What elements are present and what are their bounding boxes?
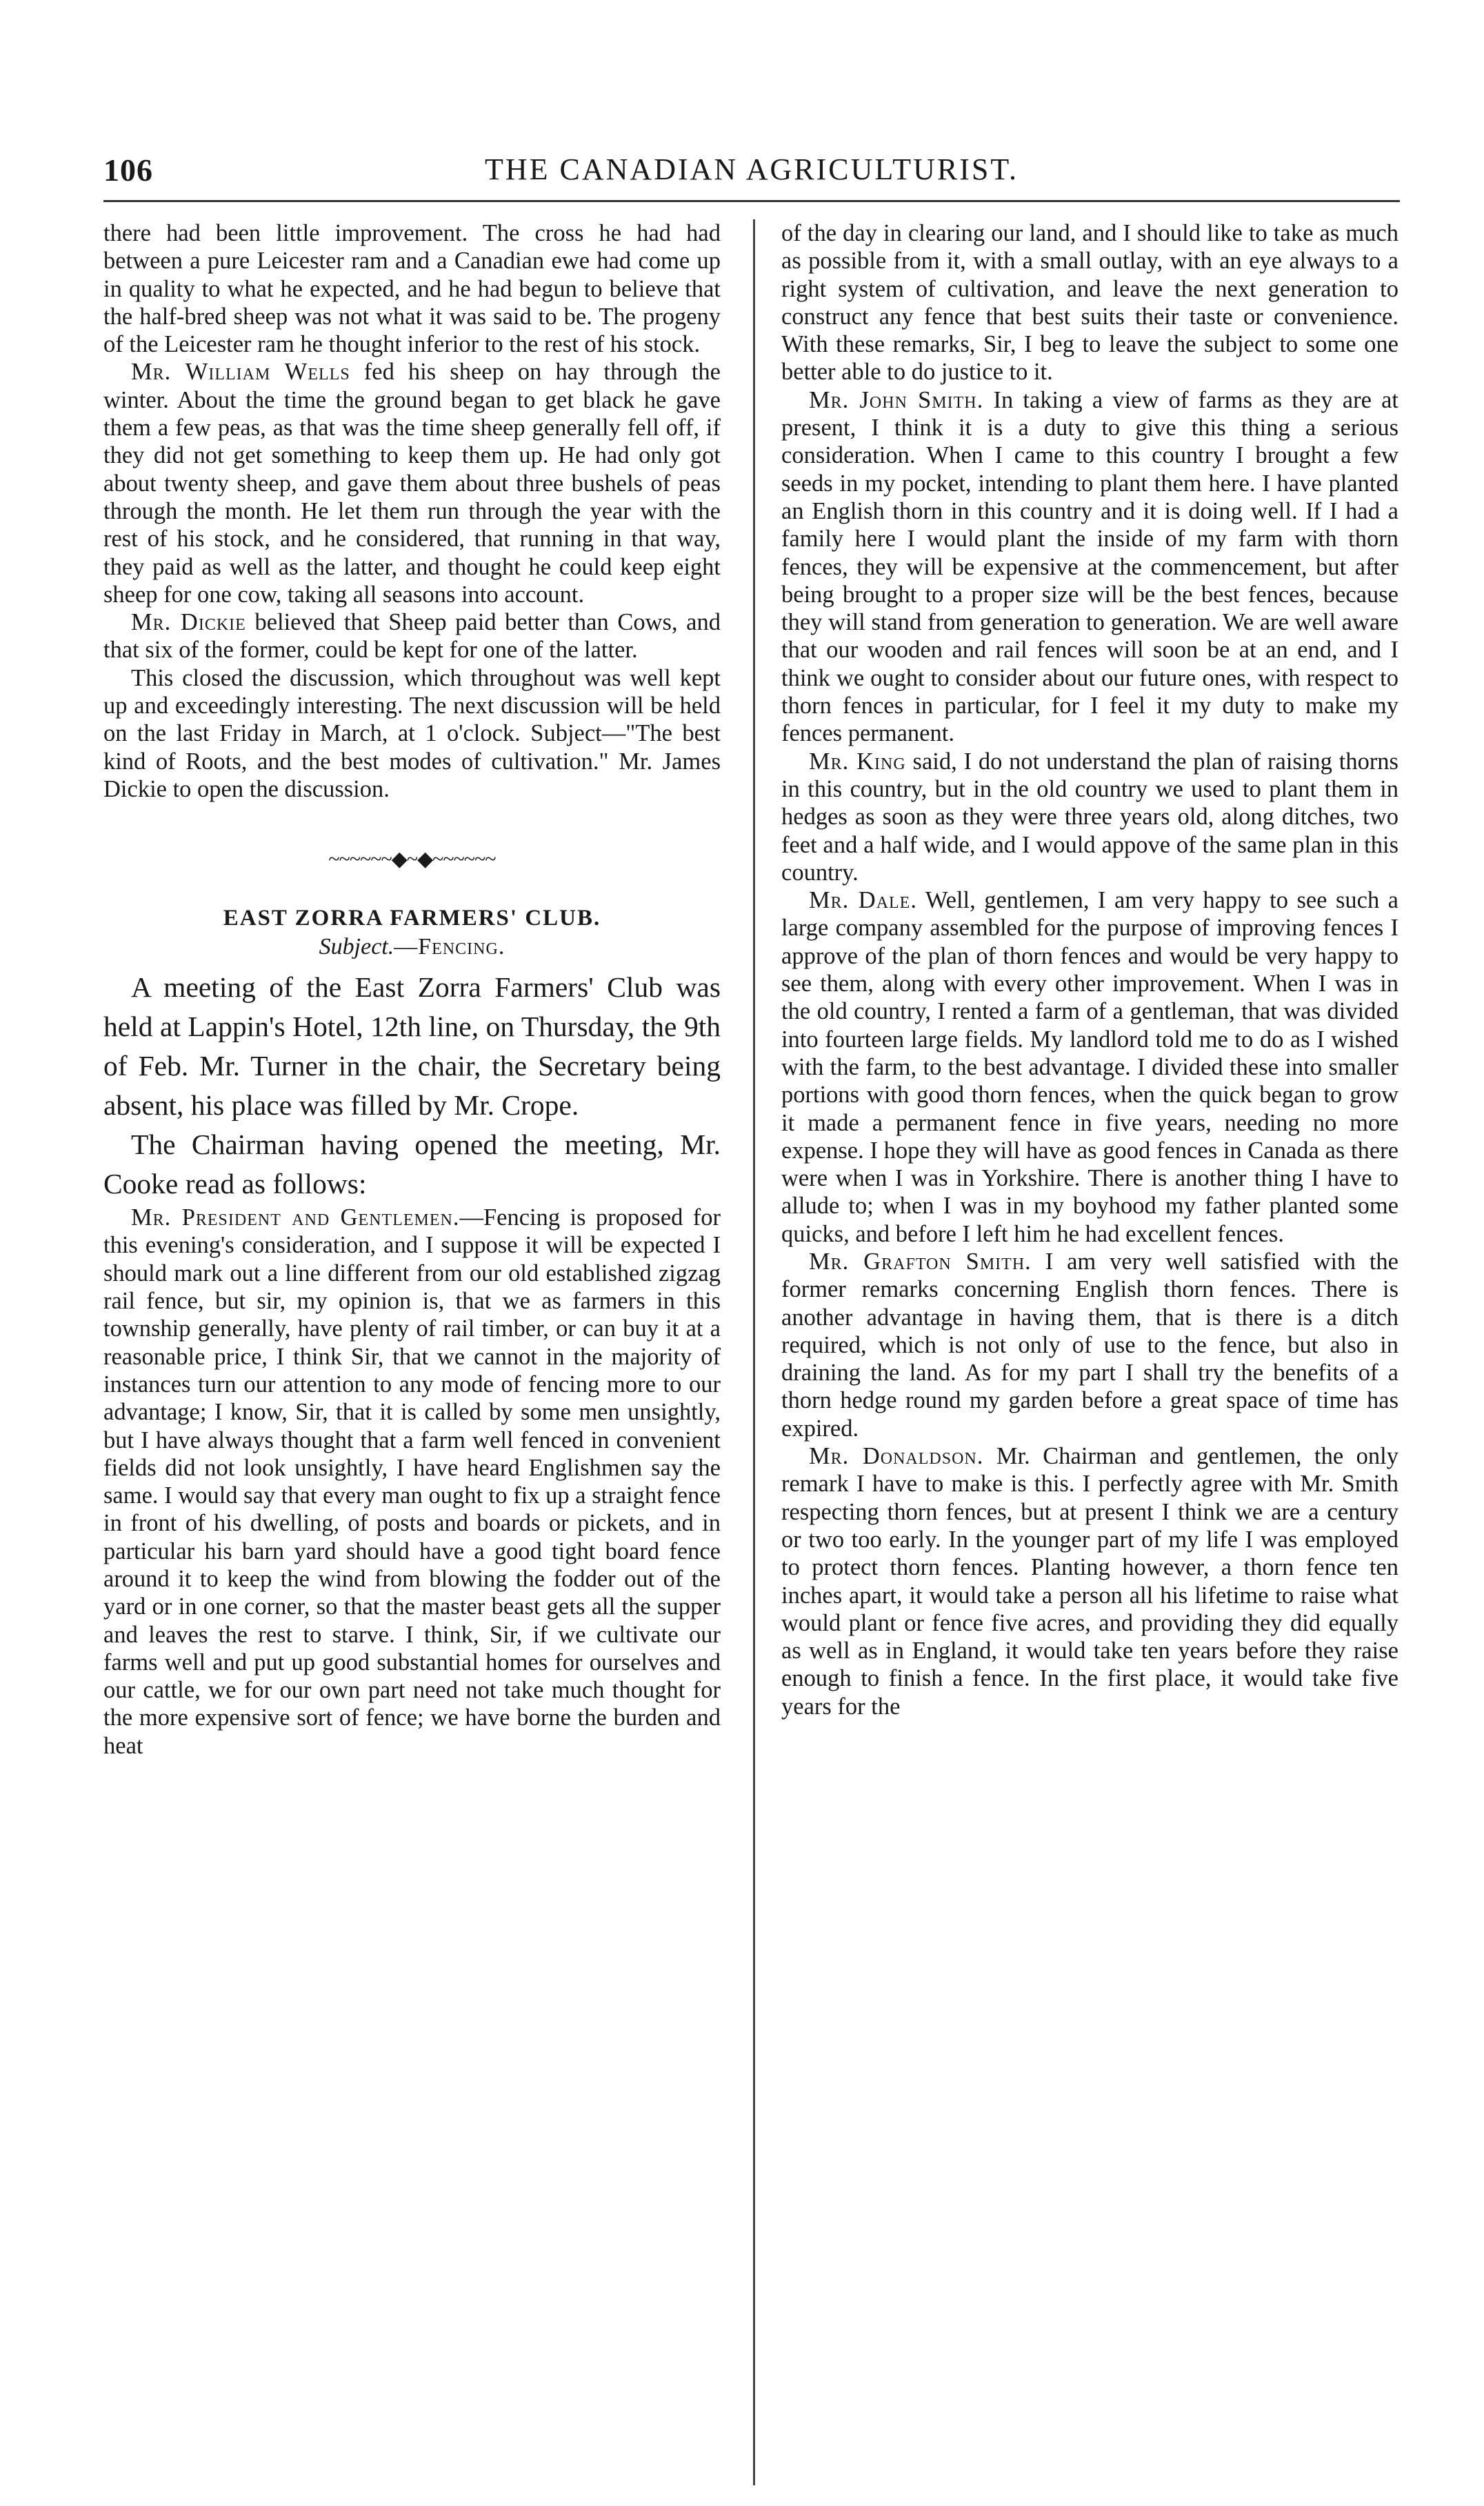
paragraph-text: Well, gentlemen, I am very happy to see such a large company assembled for the purpose of improving fences I approve of the plan of thorn fences and would be very happy to see them, along with every other improvement. When I was in the old country, I rented a farm of a gentleman, that was divided into fourteen large fields. My landlord told me to do as I wished with the farm, to the best advantage. I divided these into smaller portions with good thorn fences, when the quick began to grow it made a permanent fence in five years, needing no more expense. I hope they will have as good fences in Canada as there were when I was in Yorkshire. There is another thing I have to allude to; when I was in my boyhood my father planted some quicks, and before I left him he had excellent fences.: [781, 887, 1398, 1247]
speaker-name: Mr. President and Gentlemen.: [131, 1204, 460, 1231]
section-title: EAST ZORRA FARMERS' CLUB.: [223, 905, 601, 931]
column-divider: [753, 219, 755, 2485]
page-number: 106: [103, 152, 153, 188]
paragraph-text: Mr. Chairman and gentlemen, the only remark I have to make is this. I perfectly agree with Mr. Smith respecting thorn fences, but at present I think we are a century or two too early. In the younger part of my life I was employed to protect thorn fences. Planting however, a thorn fence ten inches apart, it would take a person all his lifetime to raise what would plant or fence five acres, and providing they did equally as well as in England, it would take ten years before they raise enough to finish a fence. In the first place, it would take five years for the: [781, 1443, 1398, 1720]
section-ornament: ~~~~~~◆~◆~~~~~~: [328, 848, 496, 871]
paragraph-text: said, I do not understand the plan of raising thorns in this country, but in the old country we used to plant them in hedges as soon as they were three years old, along ditches, two feet and a half wide, and I would appove of the same plan in this country.: [781, 748, 1398, 886]
intro-paragraph: A meeting of the East Zorra Farmers' Club was held at Lappin's Hotel, 12th line, on Thursday, the 9th of Feb. Mr. Turner in the chair, the Secretary being absent, his place was filled by Mr. Crope.: [103, 971, 721, 1122]
speaker-name: Mr. Grafton Smith.: [809, 1248, 1032, 1275]
paragraph: [781, 886, 1398, 1248]
paragraph: [781, 748, 1398, 886]
left-column: [103, 219, 721, 2496]
paragraph-text: believed that Sheep paid better than Cows, and that six of the former, could be kept for one of the latter.: [103, 609, 721, 664]
paragraph-text: In taking a view of farms as they are at present, I think it is a duty to give this thing a serious consideration. When I came to this country I brought a few seeds in my pocket, intending to plant them here. I have planted an English thorn in this country and it is doing well. If I had a family here I would plant the inside of my farm with thorn fences, they will be expensive at the commencement, but after being brought to a proper size will be the best fences, because they will stand from generation to generation. We are well aware that our wooden and rail fences will soon be at an end, and I think we ought to consider about our future ones, with respect to thorn fences in particular, for I feel it my duty to make my fences permanent.: [781, 386, 1398, 747]
paragraph-text: I am very well satisfied with the former remarks concerning English thorn fences. There is another advantage in having them, that is there is a ditch required, which is not only of use to the fence, but also in draining the land. As for my part I shall try the benefits of a thorn hedge round my garden before a great space of time has expired.: [781, 1248, 1398, 1442]
paragraph: [781, 1248, 1398, 1442]
speaker-name: Mr. William Wells: [131, 359, 350, 386]
page-header: [103, 152, 1400, 193]
paragraph: [103, 608, 721, 664]
subject-label: Subject.: [319, 933, 394, 959]
section-subject: [103, 933, 721, 961]
speaker-name: Mr. Donaldson.: [809, 1443, 984, 1470]
paragraph: [781, 386, 1398, 748]
intro-block: [103, 968, 721, 1204]
intro-paragraph: The Chairman having opened the meeting, Mr. Cooke read as follows:: [103, 1128, 721, 1200]
header-rule: [103, 200, 1400, 202]
paragraph: [781, 1442, 1398, 1720]
paragraph: of the day in clearing our land, and I should like to take as much as possible from it, with a small outlay, with an eye always to a right system of cultivation, and leave the next generation to construct any fence that best suits their taste or convenience. With these remarks, Sir, I beg to leave the subject to some one better able to do justice to it.: [781, 220, 1398, 386]
speaker-name: Mr. King: [809, 748, 906, 775]
paragraph: [103, 358, 721, 608]
subject-text: —Fencing.: [394, 933, 505, 959]
paragraph-text: fed his sheep on hay through the winter. About the time the ground began to get black he gave them a few peas, as that was the time sheep generally fell off, if they did not get something to keep them up. He had only got about twenty sheep, and gave them about three bushels of peas through the month. He let them run through the year with the rest of his stock, and he considered, that running in that way, they paid as well as the latter, and thought he could keep eight sheep for one cow, taking all seasons into account.: [103, 359, 721, 608]
paragraph-text: —Fencing is proposed for this evening's consideration, and I suppose it will be expected I should mark out a line different from our old established zigzag rail fence, but sir, my opinion is, that we as farmers in this township generally, have plenty of rail timber, or can buy it at a reasonable price, I think Sir, that we cannot in the majority of instances turn our attention to any mode of fencing more to our advantage; I know, Sir, that it is called by some men unsightly, but I have always thought that a farm well fenced in convenient fields did not look unsightly, I have heard Englishmen say the same. I would say that every man ought to fix up a straight fence in front of his dwelling, of posts and boards or pickets, and in particular his barn yard should have a good tight board fence around it to keep the wind from blowing the fodder out of the yard or in one corner, so that the master beast gets all the supper and leaves the rest to starve. I think, Sir, if we cultivate our farms well and put up good substantial homes for ourselves and our cattle, we for our own part need not take much thought for the more expensive sort of fence; we have borne the burden and heat: [103, 1204, 721, 1759]
speaker-name: Mr. Dale.: [809, 887, 917, 914]
running-title: THE CANADIAN AGRICULTURIST.: [485, 152, 1019, 186]
paragraph: This closed the discussion, which throughout was well kept up and exceedingly interesting. The next discussion will be held on the last Friday in March, at 1 o'clock. Subject—"The best kind of Roots, and the best modes of cultivation." Mr. James Dickie to open the discussion.: [103, 664, 721, 802]
paragraph: [103, 1204, 721, 1760]
right-column: [781, 219, 1398, 2496]
paragraph: there had been little improvement. The cross he had had between a pure Leicester ram and a Canadian ewe had come up in quality to what he expected, and he had begun to believe that the half-bred sheep was not what it was said to be. The progeny of the Leicester ram he thought inferior to the rest of his stock.: [103, 220, 721, 358]
speaker-name: Mr. John Smith.: [809, 386, 984, 413]
speaker-name: Mr. Dickie: [131, 609, 246, 636]
